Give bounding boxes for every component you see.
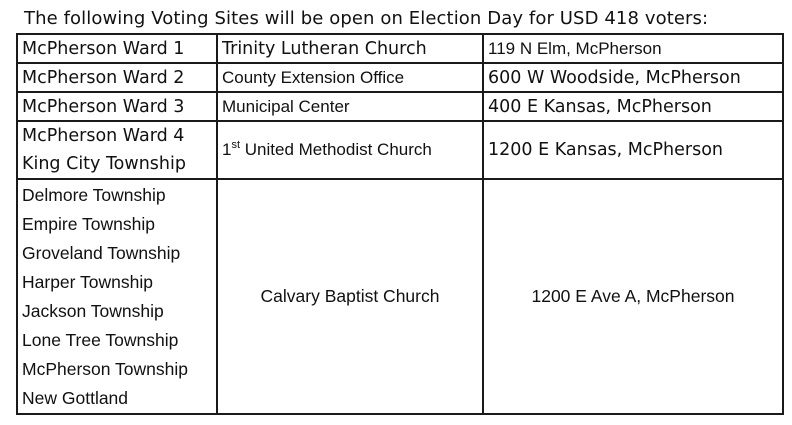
ward-cell (17, 121, 217, 179)
township-name: Harper Township (22, 271, 153, 292)
address-cell: 1200 E Kansas, McPherson (483, 121, 783, 179)
township-name: New Gottland (22, 387, 129, 408)
site-name: United Methodist Church (240, 140, 432, 159)
ordinal-suffix: st (231, 139, 241, 151)
site-cell: County Extension Office (217, 63, 483, 92)
voting-sites-table (16, 33, 784, 415)
table-row (17, 34, 783, 63)
township-name: Empire Township (22, 213, 155, 234)
table-row (17, 92, 783, 121)
ward-cell (17, 179, 217, 414)
page-heading: The following Voting Sites will be open on Election Day for USD 418 voters: (24, 8, 709, 29)
address-cell: 1200 E Ave A, McPherson (483, 179, 783, 414)
table-row (17, 63, 783, 92)
ward-cell: McPherson Ward 1 (17, 34, 217, 63)
township-name: Groveland Township (22, 242, 181, 263)
ward-cell: McPherson Ward 3 (17, 92, 217, 121)
township-name: McPherson Township (22, 358, 189, 379)
ward-cell: McPherson Ward 2 (17, 63, 217, 92)
ward-name: King City Township (22, 154, 186, 174)
address-cell: 119 N Elm, McPherson (483, 34, 783, 63)
ordinal-number: 1 (222, 140, 232, 159)
site-cell: Municipal Center (217, 92, 483, 121)
site-cell: Trinity Lutheran Church (217, 34, 483, 63)
township-name: Jackson Township (22, 300, 164, 321)
ward-name: McPherson Ward 4 (22, 126, 185, 146)
table-row (17, 179, 783, 414)
site-cell (217, 121, 483, 179)
site-cell: Calvary Baptist Church (217, 179, 483, 414)
address-cell: 400 E Kansas, McPherson (483, 92, 783, 121)
township-name: Delmore Township (22, 184, 166, 205)
address-cell: 600 W Woodside, McPherson (483, 63, 783, 92)
table-row (17, 121, 783, 179)
township-name: Lone Tree Township (22, 329, 179, 350)
